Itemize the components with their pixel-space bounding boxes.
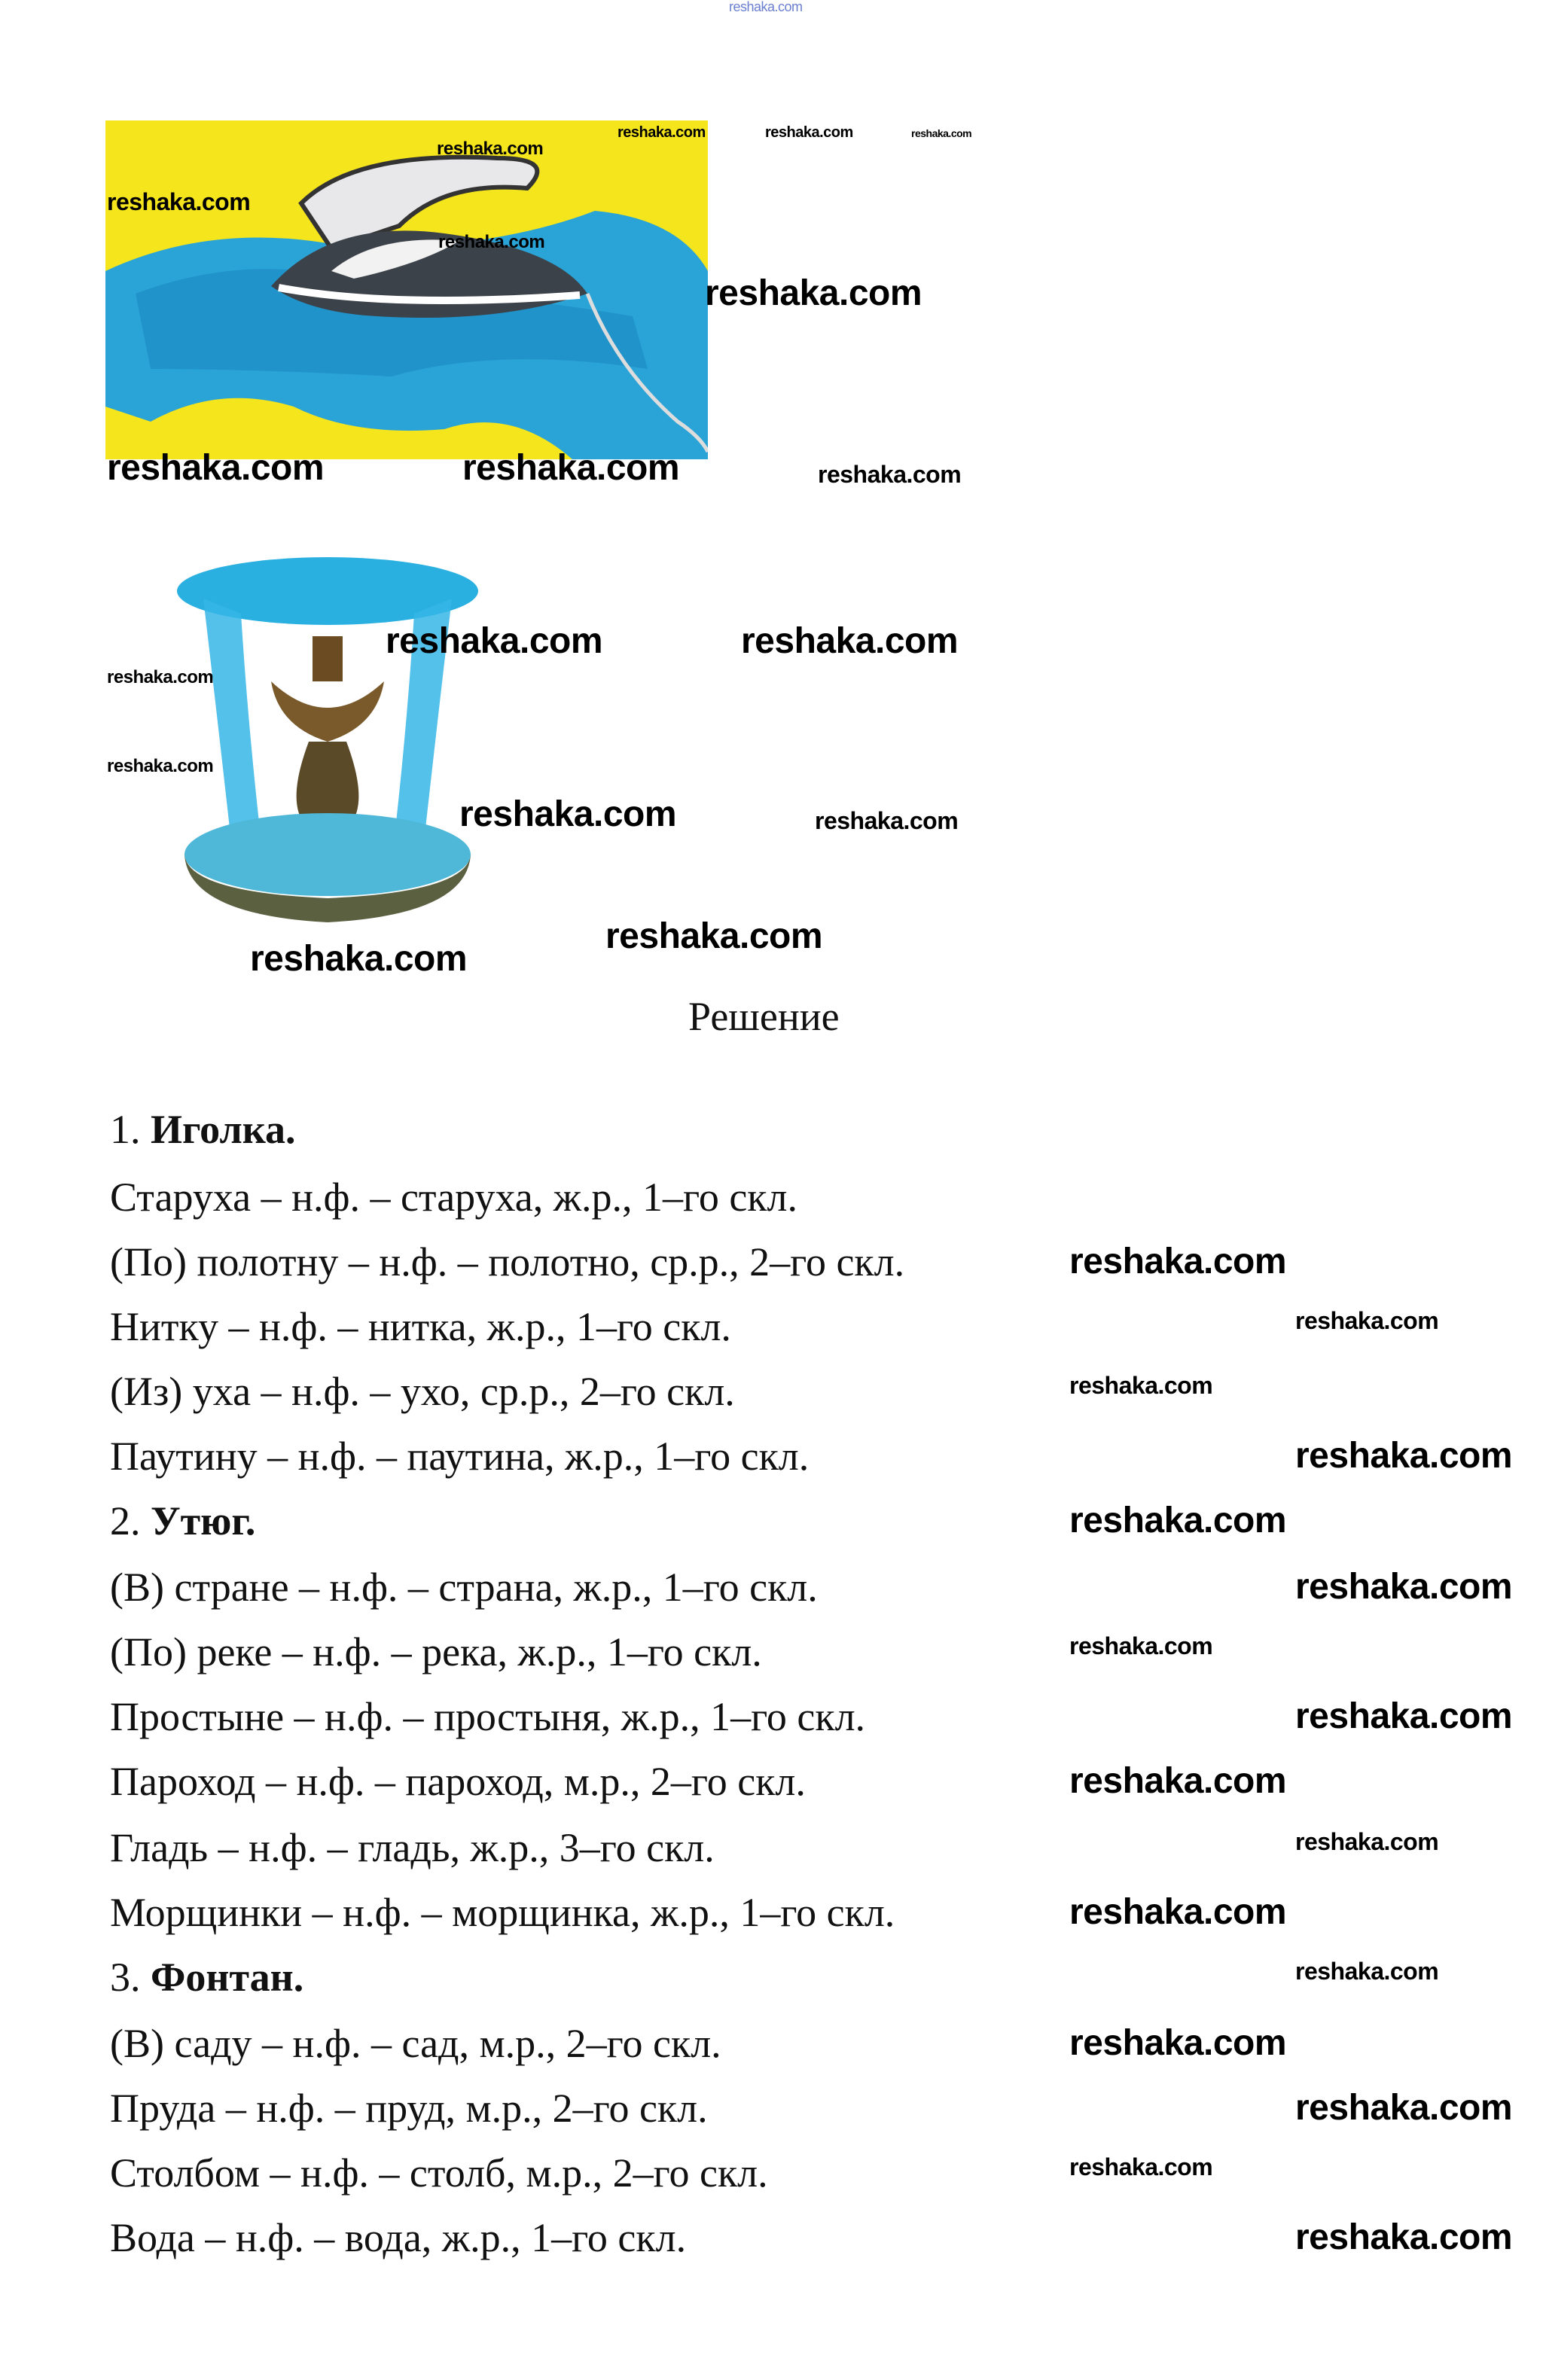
watermark: reshaka.com bbox=[250, 939, 468, 979]
watermark: reshaka.com bbox=[1295, 1696, 1513, 1736]
answer-line: (По) полотну – н.ф. – полотно, ср.р., 2–го скл. bbox=[110, 1239, 905, 1284]
answer-line: (В) саду – н.ф. – сад, м.р., 2–го скл. bbox=[110, 2021, 721, 2066]
watermark: reshaka.com bbox=[1069, 1372, 1213, 1399]
watermark: reshaka.com bbox=[741, 621, 959, 661]
watermark: reshaka.com bbox=[1295, 1436, 1513, 1476]
answer-line: Столбом – н.ф. – столб, м.р., 2–го скл. bbox=[110, 2150, 768, 2196]
answer-line: (В) стране – н.ф. – страна, ж.р., 1–го скл. bbox=[110, 1565, 818, 1610]
watermark: reshaka.com bbox=[107, 188, 251, 215]
watermark: reshaka.com bbox=[386, 621, 603, 661]
answer-line: Нитку – н.ф. – нитка, ж.р., 1–го скл. bbox=[110, 1304, 731, 1349]
watermark: reshaka.com bbox=[1069, 1892, 1287, 1932]
watermark: reshaka.com bbox=[911, 127, 972, 139]
answer-line: (Из) уха – н.ф. – ухо, ср.р., 2–го скл. bbox=[110, 1369, 735, 1414]
watermark: reshaka.com bbox=[1069, 1632, 1213, 1659]
watermark: reshaka.com bbox=[1069, 1761, 1287, 1801]
section-heading bbox=[110, 1955, 303, 2000]
watermark: reshaka.com bbox=[729, 0, 803, 14]
watermark: reshaka.com bbox=[1069, 2153, 1213, 2180]
watermark: reshaka.com bbox=[605, 916, 823, 956]
watermark: reshaka.com bbox=[1295, 1307, 1439, 1334]
watermark: reshaka.com bbox=[1069, 1501, 1287, 1540]
watermark: reshaka.com bbox=[1295, 1567, 1513, 1607]
answer-line: Простыне – н.ф. – простыня, ж.р., 1–го скл. bbox=[110, 1694, 866, 1739]
answer-line: Вода – н.ф. – вода, ж.р., 1–го скл. bbox=[110, 2215, 687, 2260]
section-title: Иголка. bbox=[151, 1107, 296, 1152]
watermark: reshaka.com bbox=[1069, 1242, 1287, 1281]
answer-line: (По) реке – н.ф. – река, ж.р., 1–го скл. bbox=[110, 1629, 762, 1675]
solution-title: Решение bbox=[688, 994, 840, 1039]
answer-line: Пруда – н.ф. – пруд, м.р., 2–го скл. bbox=[110, 2086, 708, 2131]
watermark: reshaka.com bbox=[1295, 1828, 1439, 1855]
watermark: reshaka.com bbox=[765, 124, 853, 141]
watermark: reshaka.com bbox=[462, 448, 680, 488]
watermark: reshaka.com bbox=[107, 756, 214, 776]
watermark: reshaka.com bbox=[459, 794, 677, 834]
section-number: 3. bbox=[110, 1955, 141, 2000]
iron-illustration bbox=[105, 120, 708, 459]
watermark: reshaka.com bbox=[1069, 2023, 1287, 2063]
section-title: Фонтан. bbox=[151, 1955, 304, 2000]
answer-line: Старуха – н.ф. – старуха, ж.р., 1–го скл. bbox=[110, 1175, 797, 1220]
section-number: 2. bbox=[110, 1498, 141, 1543]
watermark: reshaka.com bbox=[815, 807, 959, 834]
watermark: reshaka.com bbox=[818, 461, 962, 488]
watermark: reshaka.com bbox=[107, 448, 325, 488]
watermark: reshaka.com bbox=[705, 273, 922, 313]
watermark: reshaka.com bbox=[438, 232, 545, 252]
section-title: Утюг. bbox=[151, 1498, 256, 1543]
watermark: reshaka.com bbox=[618, 124, 706, 141]
answer-line: Паутину – н.ф. – паутина, ж.р., 1–го скл. bbox=[110, 1434, 810, 1479]
watermark: reshaka.com bbox=[1295, 1958, 1439, 1985]
section-number: 1. bbox=[110, 1107, 141, 1152]
watermark: reshaka.com bbox=[437, 139, 544, 159]
answer-line: Морщинки – н.ф. – морщинка, ж.р., 1–го скл. bbox=[110, 1890, 895, 1935]
answer-line: Гладь – н.ф. – гладь, ж.р., 3–го скл. bbox=[110, 1825, 715, 1870]
section-heading bbox=[110, 1107, 296, 1152]
fountain-illustration bbox=[173, 538, 482, 930]
watermark: reshaka.com bbox=[1295, 2088, 1513, 2128]
watermark: reshaka.com bbox=[107, 667, 214, 687]
watermark: reshaka.com bbox=[1295, 2217, 1513, 2257]
section-heading bbox=[110, 1498, 255, 1543]
answer-line: Пароход – н.ф. – пароход, м.р., 2–го скл. bbox=[110, 1759, 806, 1804]
